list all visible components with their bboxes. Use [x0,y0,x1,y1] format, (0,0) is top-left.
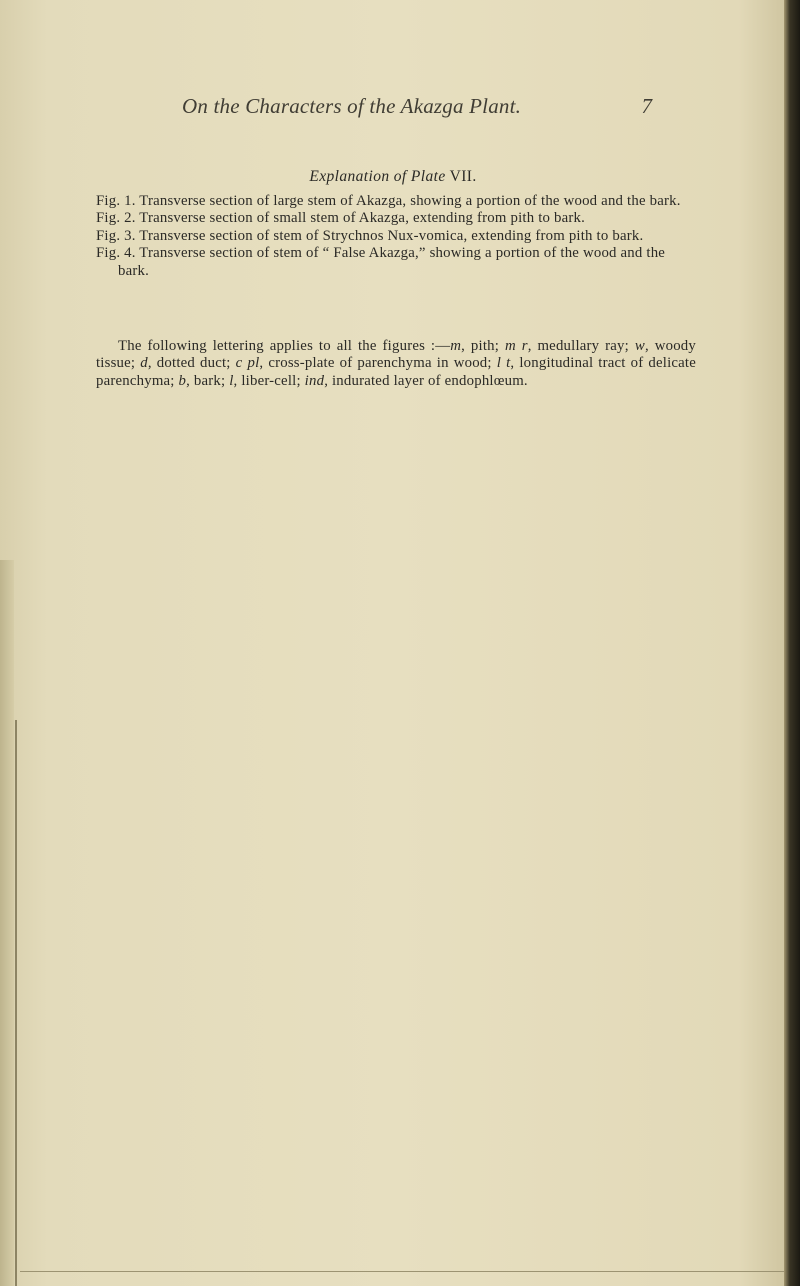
lettering-intro: The following lettering applies to all the figures :— [118,338,451,354]
figure-item-3: Fig. 3. Transverse section of stem of Strychnos Nux-vomica, extending from pith to bark. [96,227,644,244]
figure-explanations [96,193,694,280]
page-number: 7 [641,94,652,118]
plate-heading-numeral: VII. [449,168,477,185]
lettering-desc-lt: , longitudinal tract of delicate parenchyma; [96,355,696,389]
lettering-desc-d: , dotted duct; [147,355,236,372]
page-left-edge [0,560,14,1286]
running-head-title: On the Characters of the Akazga Plant. [182,94,522,118]
lettering-key-mr: m r [504,338,528,354]
lettering-desc-cpl: , cross-plate of parenchyma in wood; [259,355,497,372]
binding-gutter [784,0,800,1286]
lettering-key-b: b [178,372,187,389]
lettering-key-m: m [450,338,462,354]
figure-item-4: Fig. 4. Transverse section of stem of “ False Akazga,” showing a portion of the wood and the bark. [96,245,666,279]
plate-heading-italic: Explanation of Plate [309,168,446,185]
lettering-key-w: w [634,338,645,354]
figure-item-2: Fig. 2. Transverse section of small stem of Akazga, extending from pith to bark. [96,210,586,227]
lettering-paragraph [96,338,696,390]
lettering-desc-l: , liber-cell; [233,372,305,389]
plate-heading [0,168,786,186]
lettering-desc-mr: , medullary ray; [527,338,635,354]
lettering-key-lt: l t [496,355,511,372]
lettering-desc-b: , bark; [186,372,230,389]
lettering-key-cpl: c pl [235,355,260,372]
lettering-key-l: l [229,372,234,389]
lettering-desc-ind: , indurated layer of endophlœum. [324,372,528,389]
lettering-key-d: d [140,355,148,372]
left-margin-rule [15,720,17,1286]
figure-item-1: Fig. 1. Transverse section of large stem of Akazga, showing a portion of the wood and the bark. [96,193,681,209]
bottom-page-edge [20,1271,786,1272]
lettering-key-ind: ind [304,372,325,389]
lettering-desc-w: , woody tissue; [96,338,697,372]
running-head [182,94,662,124]
lettering-desc-m: , pith; [461,338,505,354]
